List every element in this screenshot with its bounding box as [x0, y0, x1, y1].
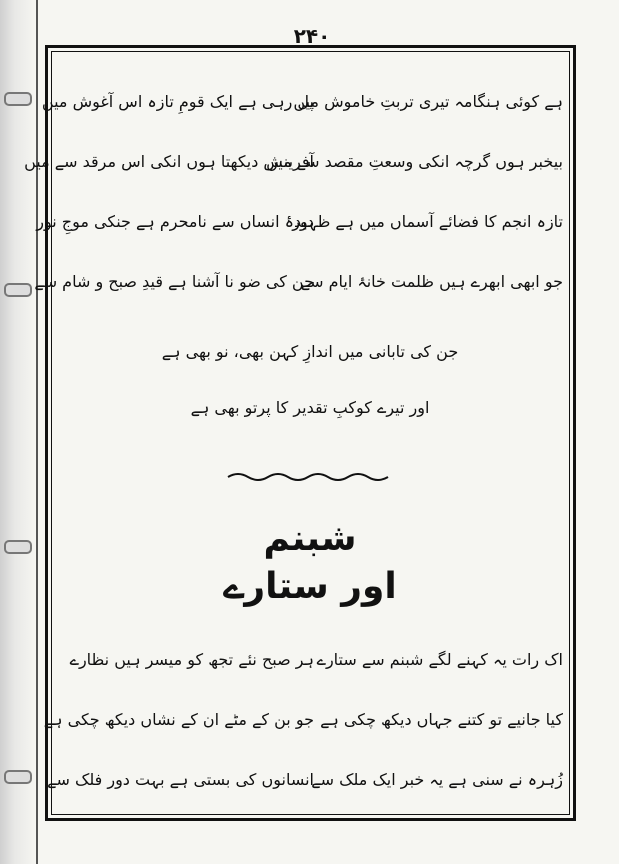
closing-verse: اور تیرے کوکبِ تقدیر کا پرتو بھی ہے: [190, 398, 430, 417]
verse-line: کیا جانیے تو کتنے جہاں دیکھ چکی ہے: [320, 710, 563, 729]
verse-line: جو ابھی ابھرے ہیں ظلمت خانۂ ایام سے: [300, 272, 563, 291]
binding-edge: [36, 0, 38, 864]
stitch: [4, 540, 32, 554]
page-number: ۲۴۰: [293, 24, 331, 48]
verse-line: ہے کوئی ہنگامہ تیری تربتِ خاموش میں: [293, 92, 563, 111]
verse-line: ہر صبح نئے تجھ کو میسر ہیں نظارے: [69, 650, 314, 669]
verse-line: آفرینش دیکھتا ہوں انکی اس مرقد سے میں: [24, 152, 314, 171]
verse-line: اک رات یہ کہنے لگے شبنم سے ستارے: [316, 650, 563, 669]
verse-line: جو بن کے مٹے ان کے نشاں دیکھ چکی ہے: [43, 710, 314, 729]
book-binding: [0, 0, 36, 864]
stitch: [4, 283, 32, 297]
closing-verse: جن کی تابانی میں اندازِ کہن بھی، نو بھی ہے: [161, 342, 459, 361]
poem-title: شبنم: [263, 518, 357, 559]
verse-line: زُہرہ نے سنی ہے یہ خبر ایک ملک سے: [311, 770, 563, 789]
verse-line: تازہ انجم کا فضائے آسماں میں ہے ظہور: [292, 212, 563, 231]
poem-title: اور ستارے: [223, 566, 397, 607]
verse-line: جن کی ضو نا آشنا ہے قیدِ صبح و شام سے: [34, 272, 314, 291]
verse-line: بیخبر ہوں گرچہ انکی وسعتِ مقصد سے میں: [266, 152, 563, 171]
verse-line: انسانوں کی بستی ہے بہت دور فلک سے: [47, 770, 314, 789]
section-divider: [226, 468, 396, 484]
stitch: [4, 770, 32, 784]
verse-line: پل رہی ہے ایک قومِ تازہ اس آغوش میں: [41, 92, 314, 111]
stitch: [4, 92, 32, 106]
verse-line: دیدۂ انساں سے نامحرم ہے جنکی موجِ نور: [36, 212, 314, 231]
